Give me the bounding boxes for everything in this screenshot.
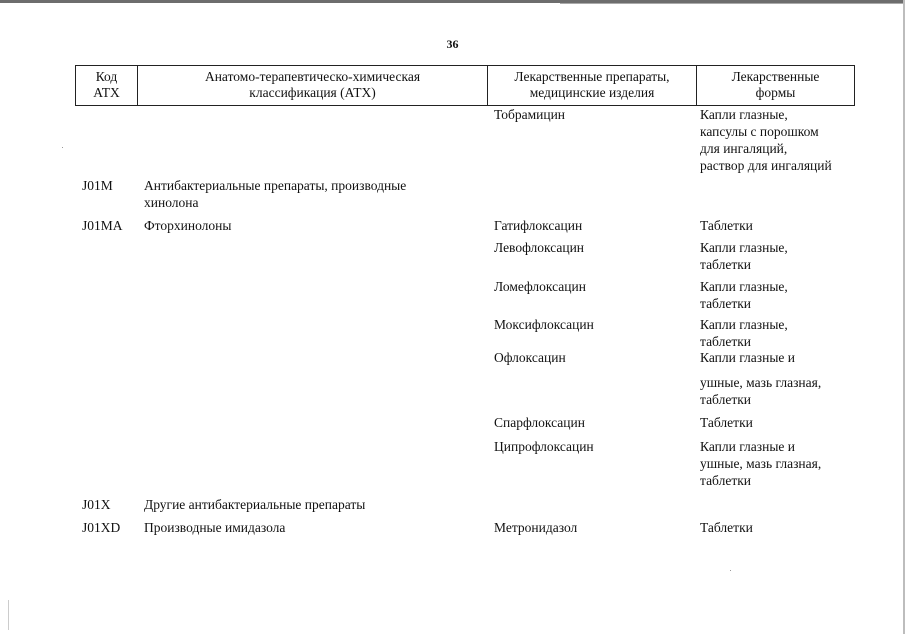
header-code-line2: АТХ xyxy=(93,85,120,100)
dosage-form-line: ушные, мазь глазная, xyxy=(700,456,822,471)
dosage-form-line: Капли глазные, xyxy=(700,107,788,122)
atc-code: J01M xyxy=(82,178,113,193)
drug-name: Ципрофлоксацин xyxy=(494,439,594,454)
header-code-line1: Код xyxy=(95,69,118,84)
drug-name: Офлоксацин xyxy=(494,350,566,365)
scan-edge-line xyxy=(560,3,905,4)
atc-code: J01MA xyxy=(82,218,123,233)
atc-group-name: Фторхинолоны xyxy=(144,218,232,233)
dosage-form-line: Капли глазные, xyxy=(700,317,788,332)
drug-name: Спарфлоксацин xyxy=(494,415,585,430)
atc-group-name: Антибактериальные препараты, производные xyxy=(144,178,407,193)
dosage-form-line: капсулы с порошком xyxy=(700,124,819,139)
scan-speck xyxy=(730,570,731,571)
dosage-form-line: Капли глазные и xyxy=(700,439,796,454)
header-forms xyxy=(696,66,854,105)
header-drugs-line1: Лекарственные препараты, xyxy=(514,69,670,84)
atc-group-name: Производные имидазола xyxy=(144,520,286,535)
drug-name: Ломефлоксацин xyxy=(494,279,586,294)
page-number: 36 xyxy=(446,37,459,51)
header-forms-line2: формы xyxy=(755,85,796,100)
header-forms-line1: Лекарственные xyxy=(731,69,820,84)
table-header xyxy=(75,65,855,106)
dosage-form-line: ушные, мазь глазная, xyxy=(700,375,822,390)
dosage-form-line: Капли глазные, xyxy=(700,279,788,294)
dosage-form-line: таблетки xyxy=(700,334,752,349)
dosage-form-line: Таблетки xyxy=(700,218,753,233)
scan-speck xyxy=(62,147,63,148)
dosage-form-line: для ингаляций, xyxy=(700,141,788,156)
atc-code: J01XD xyxy=(82,520,121,535)
atc-group-name: Другие антибактериальные препараты xyxy=(144,497,366,512)
dosage-form-line: таблетки xyxy=(700,257,752,272)
dosage-form-line: таблетки xyxy=(700,392,752,407)
atc-code: J01X xyxy=(82,497,111,512)
dosage-form-line: раствор для ингаляций xyxy=(700,158,832,173)
dosage-form-line: Капли глазные, xyxy=(700,240,788,255)
dosage-form-line: Капли глазные и xyxy=(700,350,796,365)
atc-group-name: хинолона xyxy=(144,195,199,210)
drug-name: Левофлоксацин xyxy=(494,240,585,255)
dosage-form-line: таблетки xyxy=(700,296,752,311)
header-classification xyxy=(137,66,487,105)
drug-name: Моксифлоксацин xyxy=(494,317,594,332)
dosage-form-line: Таблетки xyxy=(700,520,753,535)
dosage-form-line: таблетки xyxy=(700,473,752,488)
drug-name: Метронидазол xyxy=(494,520,578,535)
drug-name: Тобрамицин xyxy=(494,107,566,122)
scan-speck xyxy=(8,600,9,630)
header-classification-line2: классификация (АТХ) xyxy=(249,85,376,100)
header-code xyxy=(76,66,137,105)
drug-name: Гатифлоксацин xyxy=(494,218,583,233)
header-drugs xyxy=(487,66,696,105)
header-classification-line1: Анатомо-терапевтическо-химическая xyxy=(204,69,421,84)
dosage-form-line: Таблетки xyxy=(700,415,753,430)
header-drugs-line2: медицинские изделия xyxy=(529,85,655,100)
